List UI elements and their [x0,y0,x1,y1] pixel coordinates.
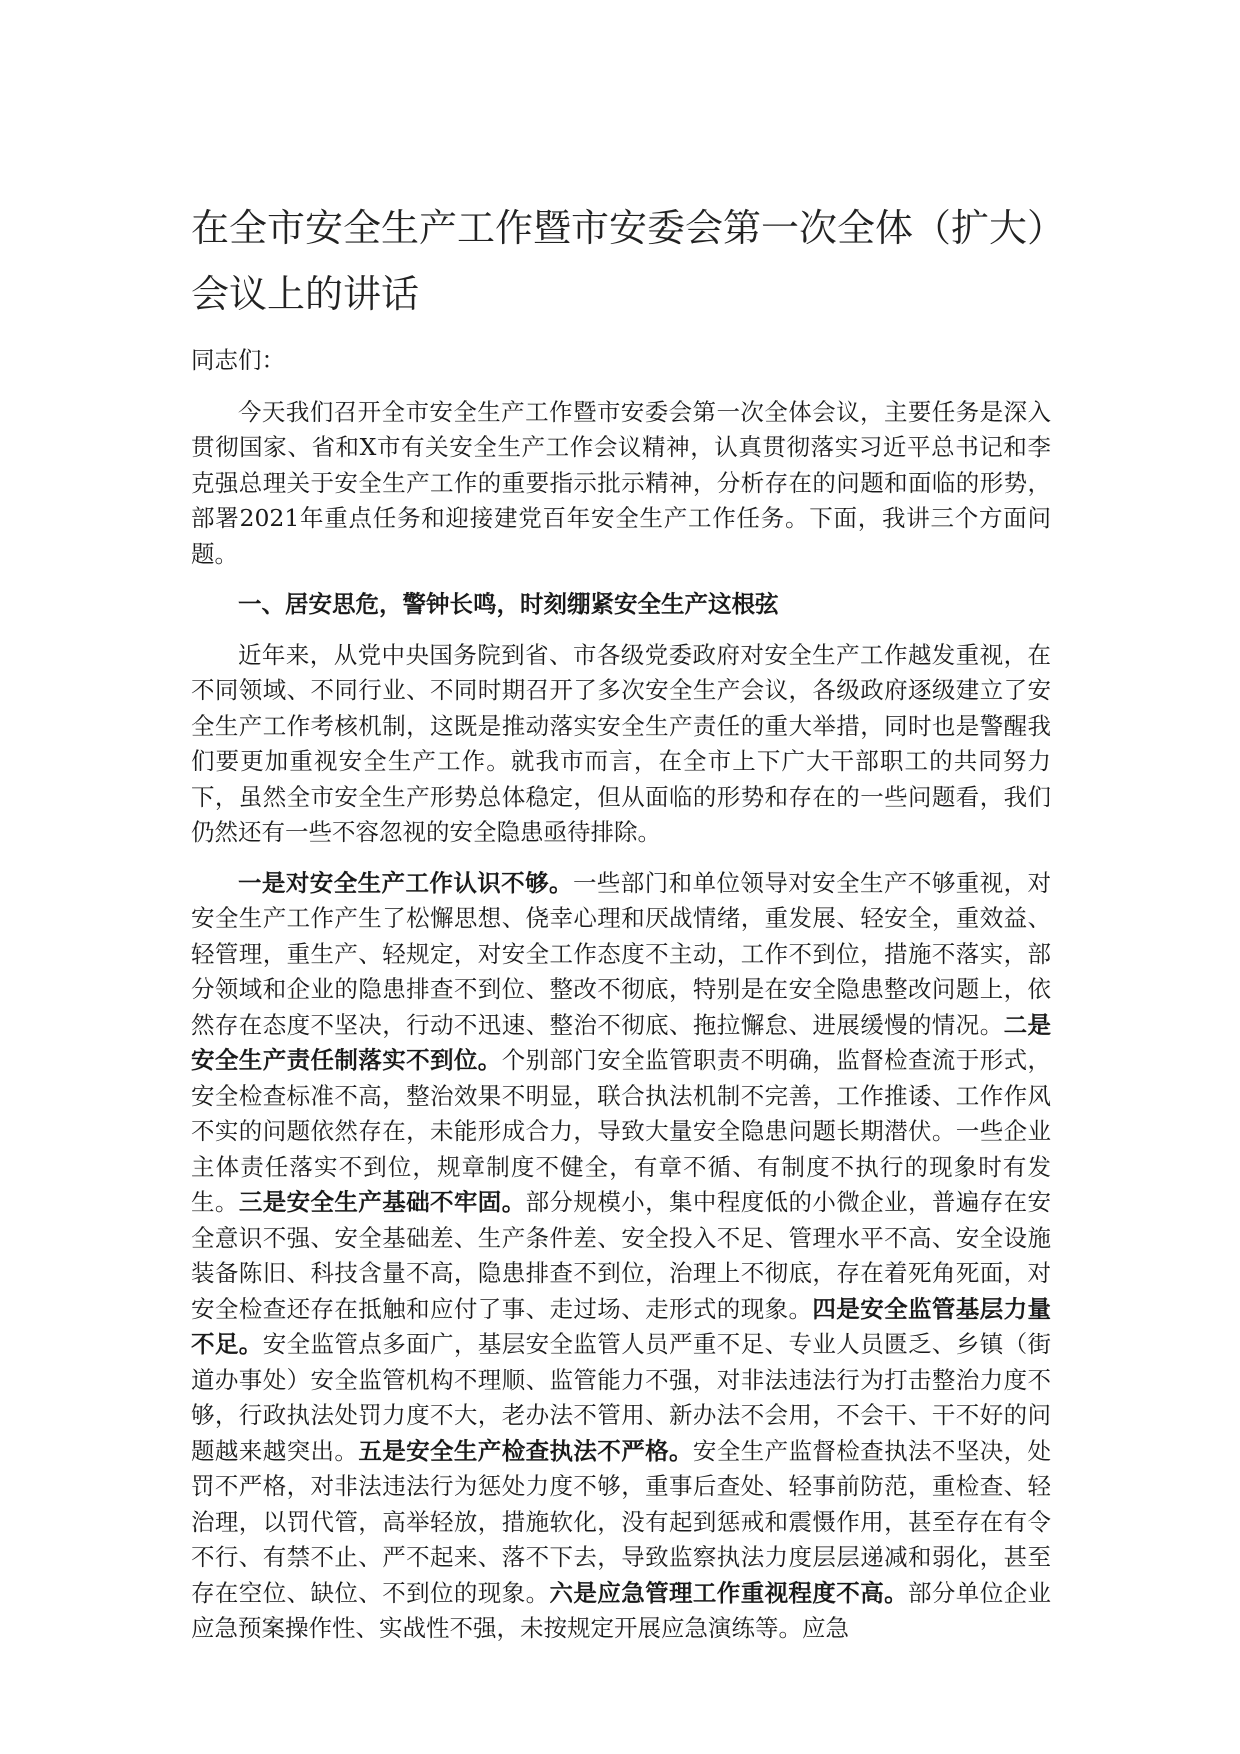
issue-6-text: 部分单位企业应急预案操作性、实战性不强，未按规定开展应急演练等。应急 [191,1578,1051,1642]
section-heading: 一、居安思危，警钟长鸣，时刻绷紧安全生产这根弦 [238,590,779,618]
issue-2-text: 个别部门安全监管职责不明确，监督检查流于形式，安全检查标准不高，整治效果不明显，联合执法机制不完善，工作推诿、工作作风不实的问题依然存在，未能形成合力，导致大量安全隐患问题长期潜伏。一些企业主体责任落实不到位，规章制度不健全，有章不循、有制度不执行的现象时有发生。 [191,1046,1052,1216]
issue-1-heading: 一是对安全生产工作认识不够。 [238,868,573,897]
issue-1-text: 一些部门和单位领导对安全生产不够重视，对安全生产工作产生了松懈思想、侥幸心理和厌战情绪，重发展、轻安全，重效益、轻管理，重生产、轻规定，对安全工作态度不主动，工作不到位，措施不落实，部分领域和企业的隐患排查不到位、整改不彻底，特别是在安全隐患整改问题上，依然存在态度不坚决，行动不迅速、整治不彻底、拖拉懈怠、进展缓慢的情况。 [191,868,1052,1039]
issue-3-heading: 三是安全生产基础不牢固。 [238,1188,526,1216]
salutation: 同志们： [191,346,285,374]
document-page [191,195,1051,1662]
issue-4-heading: 四是安全监管基层力量不足。 [191,1294,1052,1358]
issue-6-heading: 六是应急管理工作重视程度不高。 [549,1578,908,1607]
issue-2-heading: 二是安全生产责任制落实不到位。 [191,1010,1052,1074]
issue-5-heading: 五是安全生产检查执法不严格。 [358,1436,693,1465]
document-title: 在全市安全生产工作暨市安委会第一次全体（扩大）会议上的讲话 [191,206,1047,316]
issue-4-text: 安全监管点多面广，基层安全监管人员严重不足、专业人员匮乏、乡镇（街道办事处）安全监管机构不理顺、监管能力不强，对非法违法行为打击整治力度不够，行政执法处罚力度不大，老办法不管用、新办法不会用，不会干、干不好的问题越来越突出。 [191,1330,1052,1465]
issue-5-text: 安全生产监督检查执法不坚决，处罚不严格，对非法违法行为惩处力度不够，重事后查处、轻事前防范，重检查、轻治理，以罚代管，高举轻放，措施软化，没有起到惩戒和震慑作用，甚至存在有令不行、有禁不止、严不起来、落不下去，导致监察执法力度层层递减和弱化，甚至存在空位、缺位、不到位的现象。 [191,1436,1052,1607]
section-paragraph: 近年来，从党中央国务院到省、市各级党委政府对安全生产工作越发重视，在不同领域、不同行业、不同时期召开了多次安全生产会议，各级政府逐级建立了安全生产工作考核机制，这既是推动落实安全生产责任的重大举措，同时也是警醒我们要更加重视安全生产工作。就我市而言，在全市上下广大干部职工的共同努力下，虽然全市安全生产形势总体稳定，但从面临的形势和存在的一些问题看，我们仍然还有一些不容忽视的安全隐患亟待排除。 [191,640,1051,846]
intro-paragraph: 今天我们召开全市安全生产工作暨市安委会第一次全体会议，主要任务是深入贯彻国家、省和X市有关安全生产工作会议精神，认真贯彻落实习近平总书记和李克强总理关于安全生产工作的重要指示批示精神，分析存在的问题和面临的形势，部署2021年重点任务和迎接建党百年安全生产工作任务。下面，我讲三个方面问题。 [191,397,1051,568]
issues-paragraph [191,866,1051,1647]
issue-3-text: 部分规模小，集中程度低的小微企业，普遍存在安全意识不强、安全基础差、生产条件差、安全投入不足、管理水平不高、安全设施装备陈旧、科技含量不高，隐患排查不到位，治理上不彻底，存在着死角死面，对安全检查还存在抵触和应付了事、走过场、走形式的现象。 [191,1188,1052,1323]
